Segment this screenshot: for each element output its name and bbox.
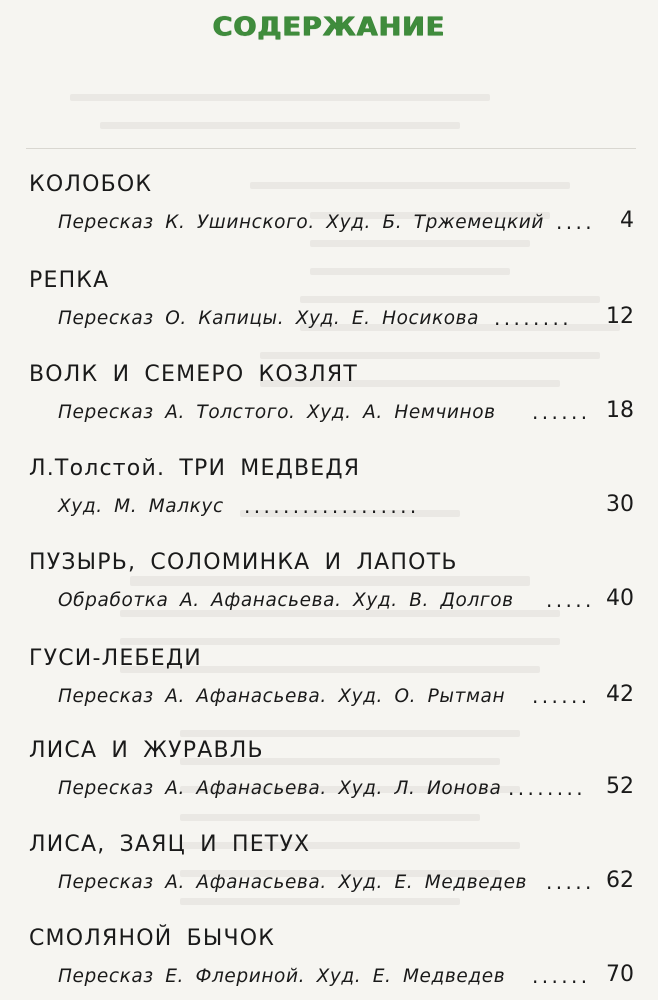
entry-row — [0, 682, 658, 716]
dot-leader: .................. — [244, 494, 420, 518]
dot-leader: ...... — [532, 400, 591, 424]
entry-credit: Пересказ А. Афанасьева. Худ. Л. Ионова — [58, 778, 502, 799]
entry-title: Л.Толстой. ТРИ МЕДВЕДЯ — [29, 456, 361, 481]
entry-row — [0, 492, 658, 526]
entry-title: ЛИСА, ЗАЯЦ И ПЕТУХ — [29, 832, 311, 857]
page-title: СОДЕРЖАНИЕ — [212, 12, 446, 43]
page-number: 70 — [606, 962, 634, 987]
entry-row — [0, 962, 658, 996]
entry-row — [0, 586, 658, 620]
divider — [26, 148, 636, 149]
page-number: 42 — [606, 682, 634, 707]
entry-credit: Пересказ А. Афанасьева. Худ. Е. Медведев — [58, 872, 528, 893]
entry-row — [0, 398, 658, 432]
entry-credit: Худ. М. Малкус — [58, 496, 224, 517]
dot-leader: ........ — [508, 776, 587, 800]
page-number: 12 — [606, 304, 634, 329]
entry-credit: Пересказ А. Толстого. Худ. А. Немчинов — [58, 402, 496, 423]
entry-title: ЛИСА И ЖУРАВЛЬ — [29, 738, 264, 763]
entry-credit: Пересказ О. Капицы. Худ. Е. Носикова — [58, 308, 480, 329]
page-number: 18 — [606, 398, 634, 423]
entry-credit: Пересказ Е. Флериной. Худ. Е. Медведев — [58, 966, 506, 987]
entry-row — [0, 774, 658, 808]
page-number: 62 — [606, 868, 634, 893]
entry-credit: Пересказ А. Афанасьева. Худ. О. Рытман — [58, 686, 506, 707]
dot-leader: ...... — [532, 684, 591, 708]
page-number: 40 — [606, 586, 634, 611]
entry-row — [0, 304, 658, 338]
page-number: 4 — [620, 208, 634, 233]
dot-leader: ..... — [546, 588, 595, 612]
entry-title: КОЛОБОК — [29, 172, 153, 197]
dot-leader: ..... — [546, 870, 595, 894]
dot-leader: .... — [556, 210, 596, 234]
entry-title: РЕПКА — [29, 268, 110, 293]
entry-title: СМОЛЯНОЙ БЫЧОК — [29, 926, 276, 951]
entry-row — [0, 868, 658, 902]
entry-row — [0, 208, 658, 242]
entry-title: ВОЛК И СЕМЕРО КОЗЛЯТ — [29, 362, 359, 387]
entry-credit: Пересказ К. Ушинского. Худ. Б. Тржемецкий — [58, 212, 544, 233]
entry-title: ПУЗЫРЬ, СОЛОМИНКА И ЛАПОТЬ — [29, 550, 458, 575]
entry-credit: Обработка А. Афанасьева. Худ. В. Долгов — [58, 590, 514, 611]
dot-leader: ........ — [494, 306, 573, 330]
page-number: 30 — [606, 492, 634, 517]
dot-leader: ...... — [532, 964, 591, 988]
entry-title: ГУСИ-ЛЕБЕДИ — [29, 646, 202, 671]
page-number: 52 — [606, 774, 634, 799]
